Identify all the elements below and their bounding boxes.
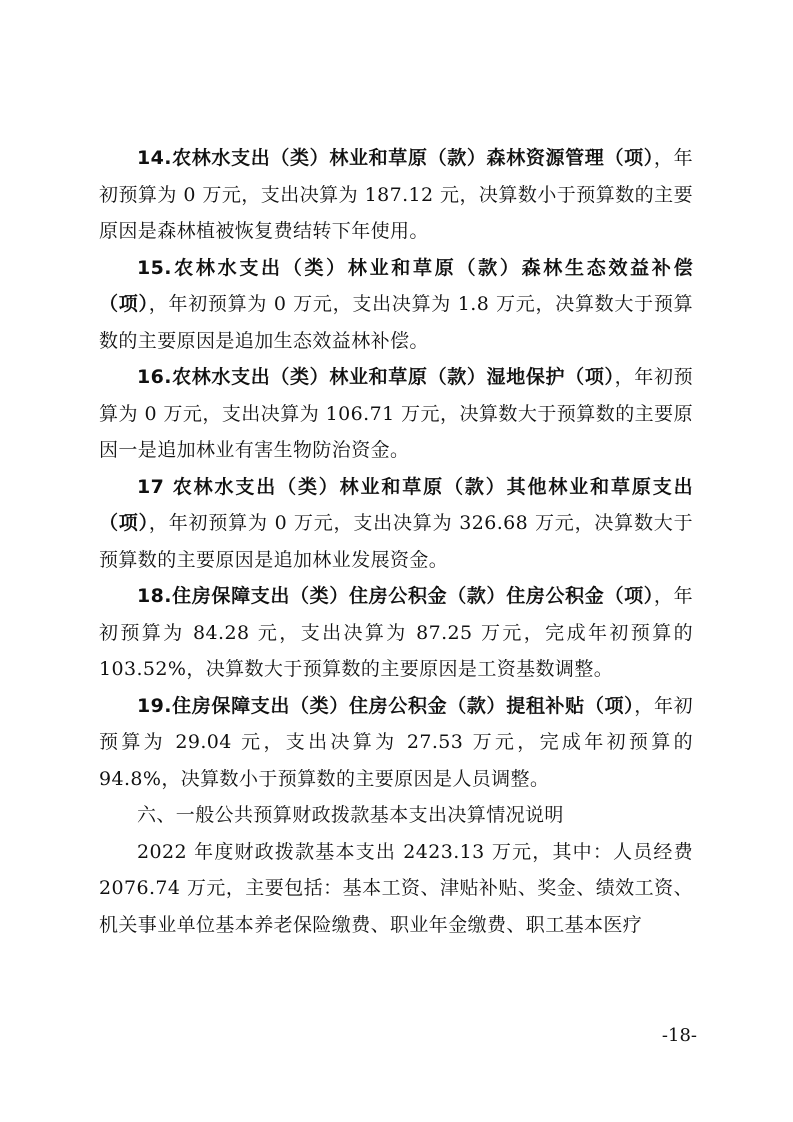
- item-18-heading: 18.住房保障支出（类）住房公积金（款）住房公积金（项）: [137, 585, 654, 607]
- section-heading: 六、一般公共预算财政拨款基本支出决算情况说明: [137, 804, 564, 826]
- item-15: [99, 250, 693, 360]
- item-14-heading: 14.农林水支出（类）林业和草原（款）森林资源管理（项）: [137, 147, 654, 169]
- item-19-text: ，年初预算为 29.04 元，支出决算为 27.53 万元，完成年初预算的 94.8%，决算数小于预算数的主要原因是人员调整。: [99, 694, 694, 790]
- item-17-text: ，年初预算为 0 万元，支出决算为 326.68 万元，决算数大于预算数的主要原因是追加林业发展资金。: [99, 512, 693, 571]
- page-content: [99, 140, 693, 943]
- item-15-text: ，年初预算为 0 万元，支出决算为 1.8 万元，决算数大于预算数的主要原因是追加生态效益林补偿。: [99, 293, 694, 352]
- item-14: [99, 140, 693, 250]
- item-16-heading: 16.农林水支出（类）林业和草原（款）湿地保护（项）: [137, 366, 615, 388]
- item-18: [99, 578, 693, 688]
- item-19-heading: 19.住房保障支出（类）住房公积金（款）提租补贴（项）: [137, 694, 635, 717]
- section-text: 2022 年度财政拨款基本支出 2423.13 万元，其中：人员经费 2076.74 万元，主要包括：基本工资、津贴补贴、奖金、绩效工资、机关事业单位基本养老保险缴费、职业年金缴费、职工基本医疗: [99, 840, 693, 936]
- item-16-text: ，年初预算为 0 万元，支出决算为 106.71 万元，决算数大于预算数的主要原因一是追加林业有害生物防治资金。: [99, 366, 693, 461]
- item-16: [99, 359, 693, 469]
- item-17-heading: 17 农林水支出（类）林业和草原（款）其他林业和草原支出（项）: [99, 475, 693, 534]
- item-14-text: ，年初预算为 0 万元，支出决算为 187.12 元，决算数小于预算数的主要原因是森林植被恢复费结转下年使用。: [99, 147, 693, 242]
- item-17: [99, 469, 693, 579]
- item-18-text: ，年初预算为 84.28 元，支出决算为 87.25 万元，完成年初预算的 103.52%，决算数大于预算数的主要原因是工资基数调整。: [99, 585, 693, 680]
- page-number: -18-: [661, 1025, 697, 1046]
- item-19: [99, 688, 693, 798]
- item-15-heading: 15.农林水支出（类）林业和草原（款）森林生态效益补偿（项）: [99, 256, 693, 315]
